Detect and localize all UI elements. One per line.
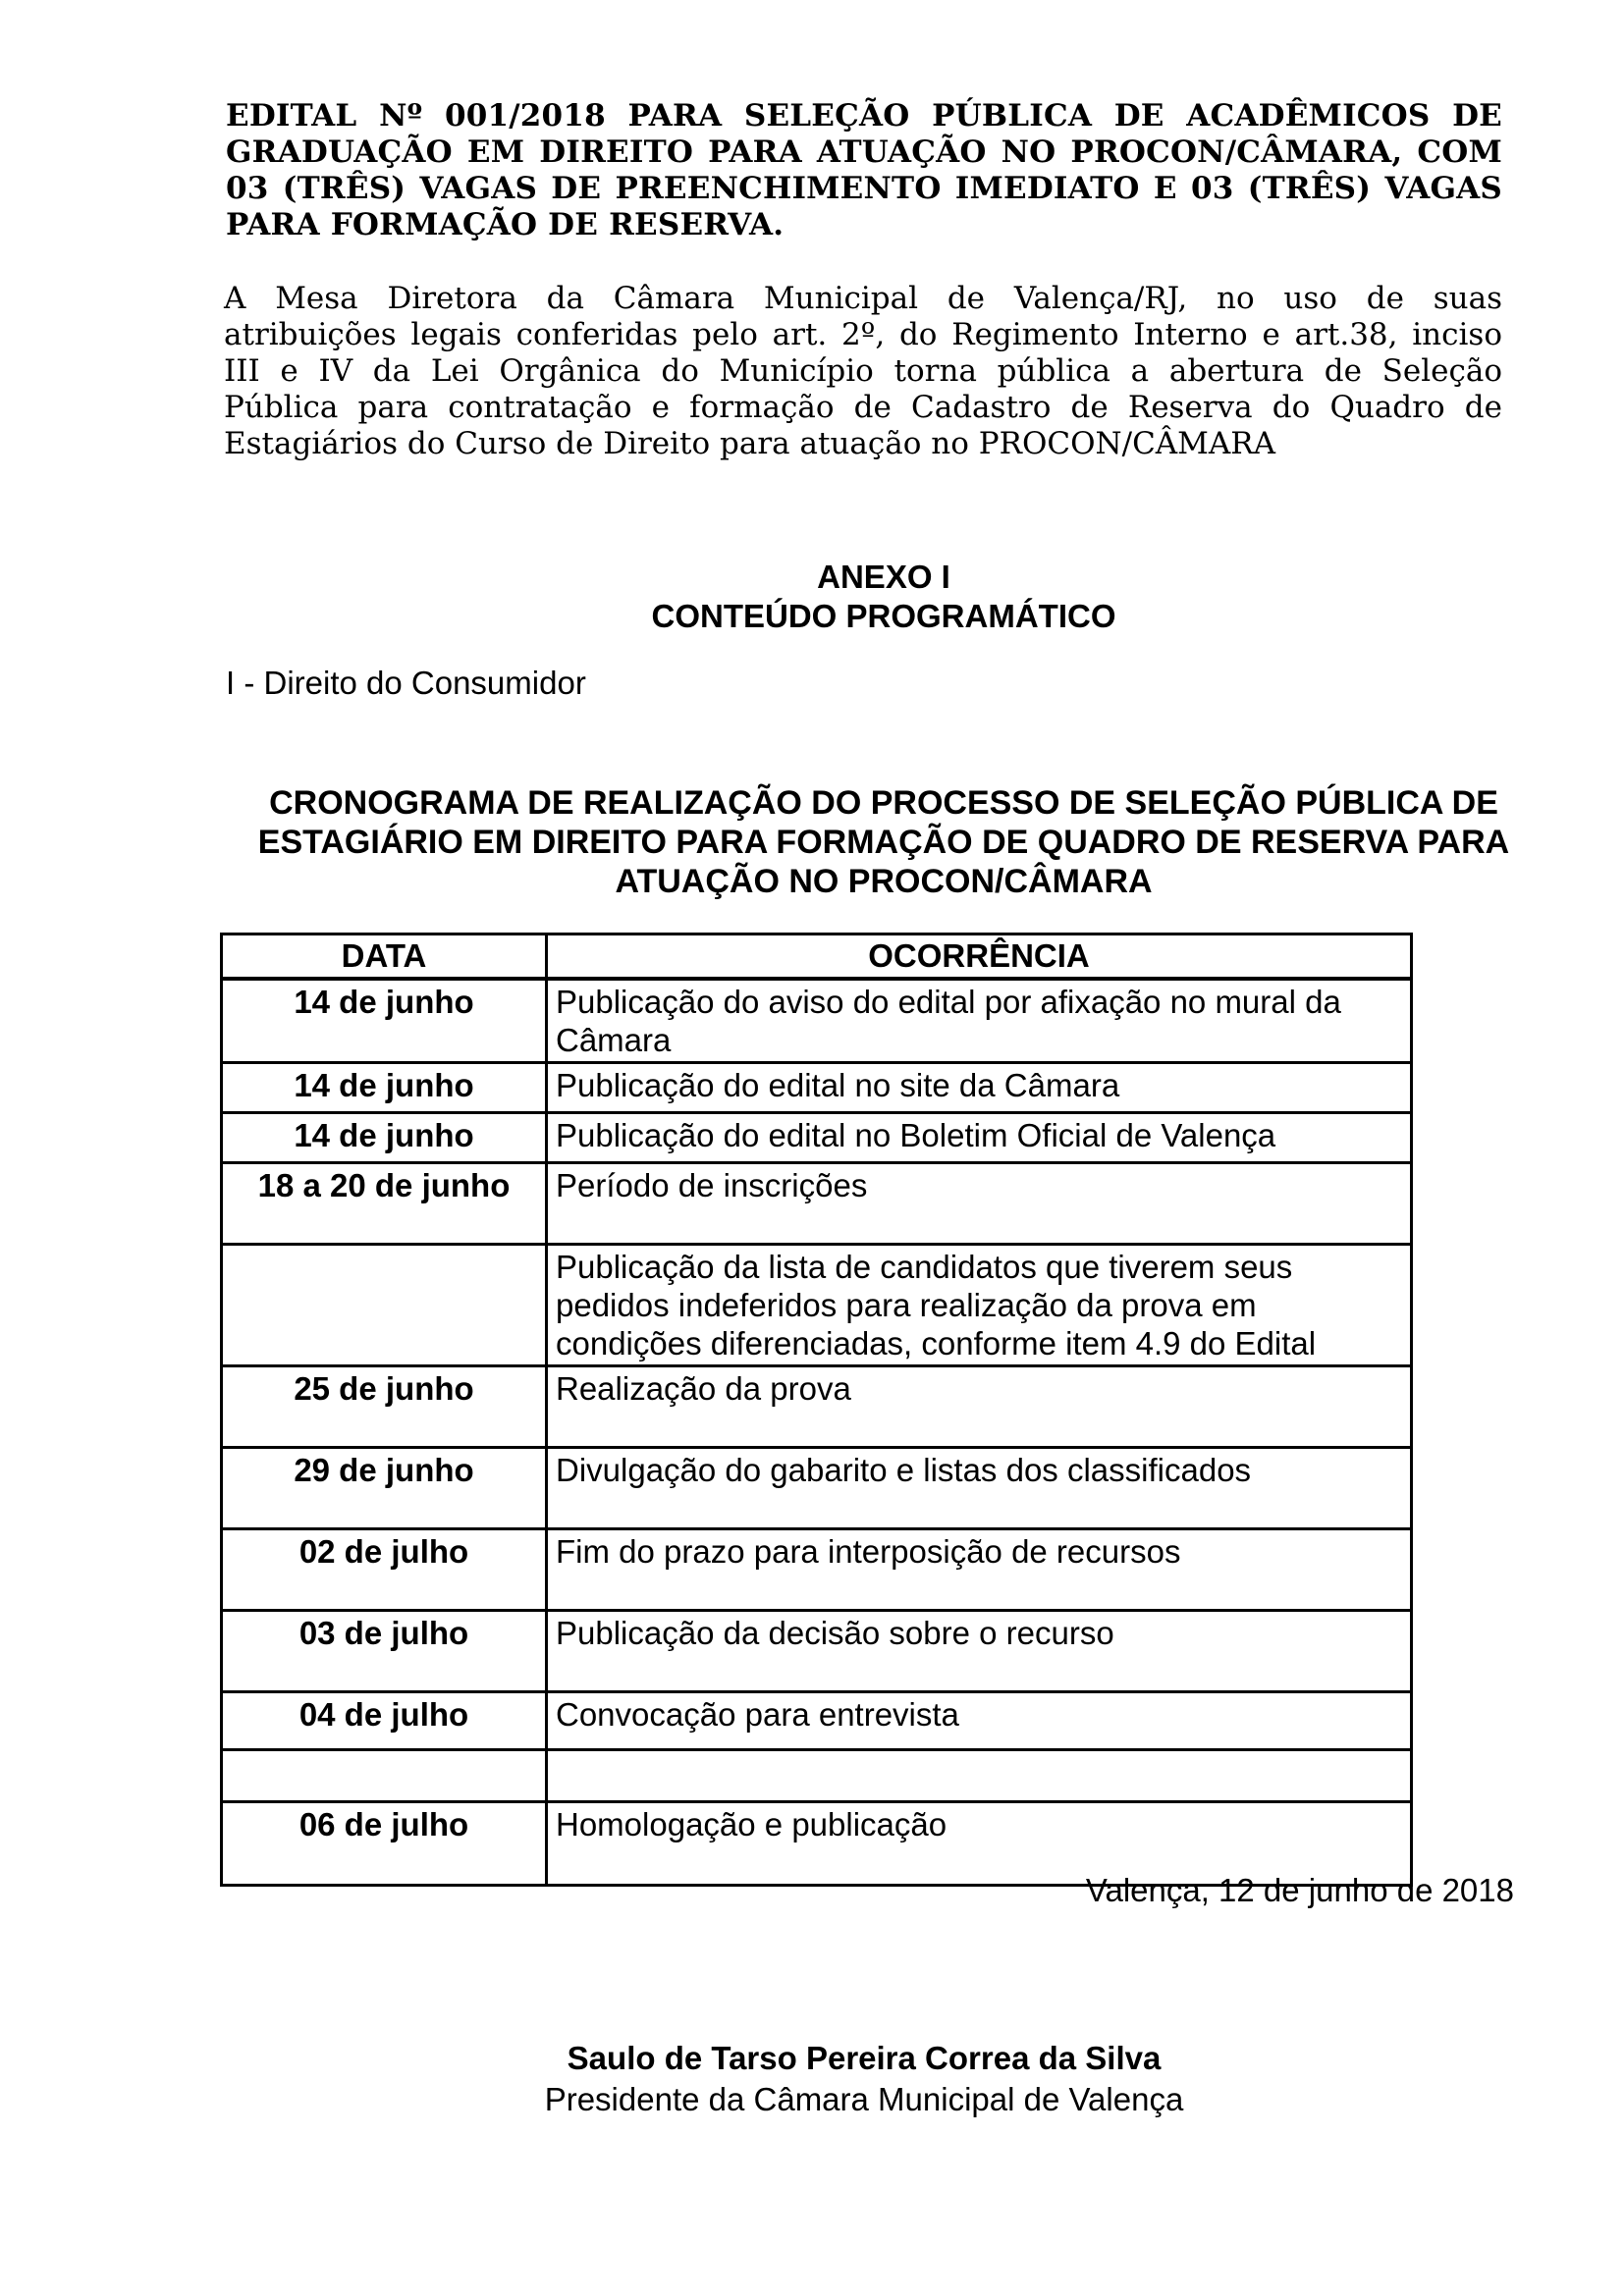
date-cell: 03 de julho: [222, 1611, 547, 1692]
dateline: Valença, 12 de junho de 2018: [1085, 1872, 1514, 1908]
table-row: [222, 1611, 1412, 1692]
date-cell: 14 de junho: [222, 1113, 547, 1163]
event-cell: Homologação e publicação: [547, 1802, 1412, 1886]
event-cell: Publicação do edital no Boletim Oficial de Valença: [547, 1113, 1412, 1163]
intro-line: atribuições legais conferidas pelo art. 2º, do Regimento Interno e art.38, inciso: [224, 317, 1502, 352]
edital-title-line: EDITAL Nº 001/2018 PARA SELEÇÃO PÚBLICA DE ACADÊMICOS DE: [226, 98, 1502, 133]
date-cell: 18 a 20 de junho: [222, 1163, 547, 1245]
cronograma-heading-line: ATUAÇÃO NO PROCON/CÂMARA: [615, 863, 1153, 900]
table-row: [222, 1448, 1412, 1529]
anexo-heading-line1: ANEXO I: [817, 559, 950, 595]
table-row: [222, 1163, 1412, 1245]
table-header-row: [222, 934, 1412, 980]
edital-title-line: 03 (TRÊS) VAGAS DE PREENCHIMENTO IMEDIATO E 03 (TRÊS) VAGAS: [226, 171, 1502, 206]
cronograma-heading-line: CRONOGRAMA DE REALIZAÇÃO DO PROCESSO DE SELEÇÃO PÚBLICA DE: [269, 784, 1498, 822]
date-cell: [222, 1750, 547, 1802]
event-cell: Publicação do aviso do edital por afixação no mural da Câmara: [547, 979, 1412, 1063]
edital-title-line: GRADUAÇÃO EM DIREITO PARA ATUAÇÃO NO PROCON/CÂMARA, COM: [226, 134, 1502, 170]
event-cell: Publicação do edital no site da Câmara: [547, 1063, 1412, 1113]
edital-title-line: PARA FORMAÇÃO DE RESERVA.: [226, 207, 785, 242]
intro-line: III e IV da Lei Orgânica do Município torna pública a abertura de Seleção: [224, 353, 1502, 389]
date-cell: 04 de julho: [222, 1692, 547, 1750]
signature-block: [226, 2038, 1502, 2120]
table-row: [222, 1529, 1412, 1611]
table-row: [222, 1113, 1412, 1163]
column-header-data: DATA: [222, 934, 547, 980]
date-cell: 14 de junho: [222, 979, 547, 1063]
event-cell: Divulgação do gabarito e listas dos classificados: [547, 1448, 1412, 1529]
event-cell: Publicação da decisão sobre o recurso: [547, 1611, 1412, 1692]
intro-paragraph: [224, 281, 1502, 462]
anexo-heading-line2: CONTEÚDO PROGRAMÁTICO: [651, 598, 1116, 634]
table-row: [222, 1692, 1412, 1750]
date-cell: 02 de julho: [222, 1529, 547, 1611]
date-cell: 29 de junho: [222, 1448, 547, 1529]
event-cell: Convocação para entrevista: [547, 1692, 1412, 1750]
cronograma-heading: [245, 783, 1522, 901]
event-cell: Realização da prova: [547, 1366, 1412, 1448]
table-row: [222, 1750, 1412, 1802]
signature-role: Presidente da Câmara Municipal de Valença: [544, 2081, 1184, 2117]
date-cell: 14 de junho: [222, 1063, 547, 1113]
date-cell: [222, 1245, 547, 1366]
date-cell: 25 de junho: [222, 1366, 547, 1448]
event-cell: Fim do prazo para interposição de recursos: [547, 1529, 1412, 1611]
date-cell: 06 de julho: [222, 1802, 547, 1886]
table-row: [222, 1245, 1412, 1366]
cronograma-heading-line: ESTAGIÁRIO EM DIREITO PARA FORMAÇÃO DE QUADRO DE RESERVA PARA: [257, 824, 1510, 861]
event-cell: Publicação da lista de candidatos que tiverem seus pedidos indeferidos para realização da prova em condições diferenciadas, conforme item 4.9 do Edital: [547, 1245, 1412, 1366]
signature-name: Saulo de Tarso Pereira Correa da Silva: [567, 2040, 1162, 2076]
intro-line: A Mesa Diretora da Câmara Municipal de Valença/RJ, no uso de suas: [224, 281, 1502, 316]
edital-title: [226, 98, 1502, 243]
column-header-ocorrencia: OCORRÊNCIA: [547, 934, 1412, 980]
content-item: I - Direito do Consumidor: [226, 665, 586, 701]
schedule-table: [220, 933, 1413, 1887]
table-row: [222, 1063, 1412, 1113]
table-row: [222, 979, 1412, 1063]
table-row: [222, 1366, 1412, 1448]
event-cell: [547, 1750, 1412, 1802]
intro-line: Estagiários do Curso de Direito para atuação no PROCON/CÂMARA: [224, 426, 1276, 461]
event-cell: Período de inscrições: [547, 1163, 1412, 1245]
intro-line: Pública para contratação e formação de Cadastro de Reserva do Quadro de: [224, 390, 1502, 425]
anexo-heading: [265, 558, 1502, 636]
